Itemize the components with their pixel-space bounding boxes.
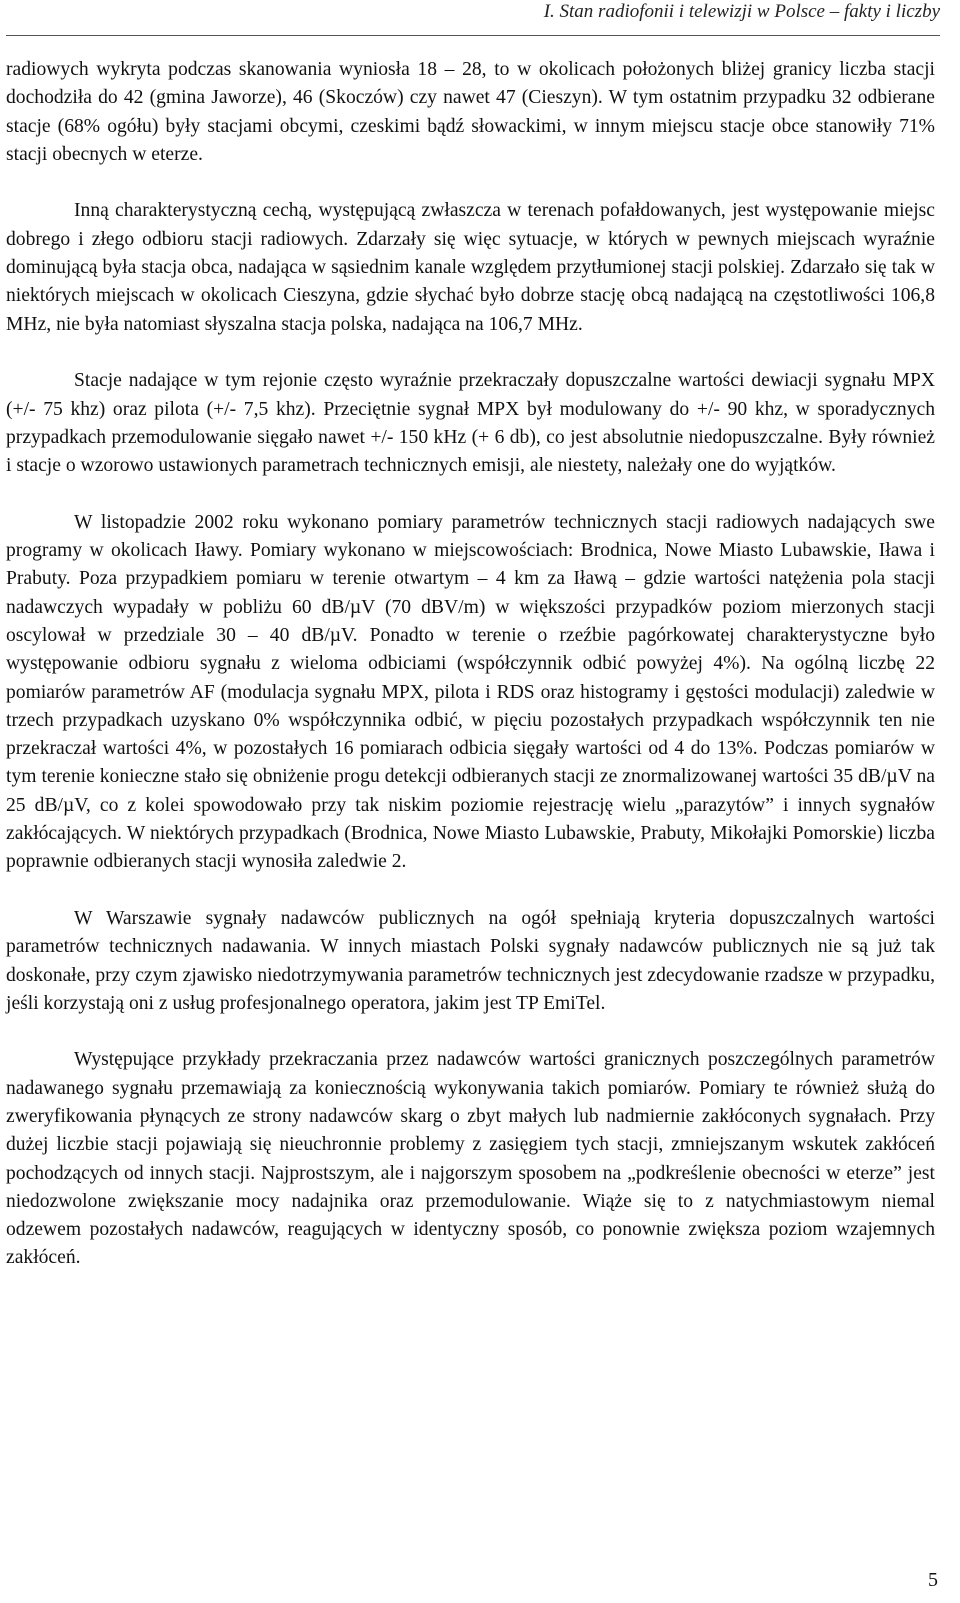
paragraph: Inną charakterystyczną cechą, występującą zwłaszcza w terenach pofałdowanych, jest występowanie miejsc dobrego i złego odbioru stacji radiowych. Zdarzały się więc sytuacje, w których w pewnych miejscach wyraźnie dominującą była stacja obca, nadająca w sąsiednim kanale względem przytłumionej stacji polskiej. Zdarzało się tak w niektórych miejscach w okolicach Cieszyna, gdzie słychać było dobrze stację obcą nadającą na częstotliwości 106,8 MHz, nie była natomiast słyszalna stacja polska, nadająca na 106,7 MHz. — [6, 200, 935, 335]
page-number: 5 — [928, 1569, 938, 1591]
paragraph: W Warszawie sygnały nadawców publicznych na ogół spełniają kryteria dopuszczalnych wartości parametrów technicznych nadawania. W innych miastach Polski sygnały nadawców publicznych nie są już tak doskonałe, przy czym zjawisko niedotrzymywania parametrów technicznych jest zdecydowanie rzadsze w przypadku, jeśli korzystają oni z usług profesjonalnego operatora, jakim jest TP EmiTel. — [6, 907, 935, 1014]
paragraph: Stacje nadające w tym rejonie często wyraźnie przekraczały dopuszczalne wartości dewiacji sygnału MPX (+/- 75 khz) oraz pilota (+/- 7,5 khz). Przeciętnie sygnał MPX był modulowany do +/- 90 khz, w sporadycznych przypadkach przemodulowanie sięgało nawet +/- 150 kHz (+ 6 db), co jest absolutnie niedopuszczalne. Były również i stacje o wzorowo ustawionych parametrach technicznych emisji, ale niestety, należały one do wyjątków. — [6, 370, 935, 477]
running-header: I. Stan radiofonii i telewizji w Polsce – fakty i liczby — [543, 1, 940, 22]
body-text — [6, 56, 935, 1273]
paragraph: W listopadzie 2002 roku wykonano pomiary parametrów technicznych stacji radiowych nadających swe programy w okolicach Iławy. Pomiary wykonano w miejscowościach: Brodnica, Nowe Miasto Lubawskie, Iława i Prabuty. Poza przypadkiem pomiaru w terenie otwartym – 4 km za Iławą – gdzie wartości natężenia pola stacji nadawczych wypadały w pobliżu 60 dB/µV (70 dBV/m) w większości przypadków poziom mierzonych stacji oscylował w przedziale 30 – 40 dB/µV. Ponadto w terenie o rzeźbie pagórkowatej charakterystyczne było występowanie odbioru sygnału z wieloma odbiciami (współczynnik odbić powyżej 4%). Na ogólną liczbę 22 pomiarów parametrów AF (modulacja sygnału MPX, pilota i RDS oraz histogramy i gęstości modulacji) zaledwie w trzech przypadkach uzyskano 0% współczynnika odbić, w pięciu pozostałych przypadkach współczynnik ten nie przekraczał wartości 4%, w pozostałych 16 pomiarach odbicia sięgały wartości od 4 do 13%. Podczas pomiarów w tym terenie konieczne stało się obniżenie progu detekcji odbieranych stacji ze znormalizowanej wartości 35 dB/µV na 25 dB/µV, co z kolei spowodowało przy tak niskim poziomie rejestrację wielu „parazytów” i innych sygnałów zakłócających. W niektórych przypadkach (Brodnica, Nowe Miasto Lubawskie, Prabuty, Mikołajki Pomorskie) liczba poprawnie odbieranych stacji wynosiła zaledwie 2. — [6, 511, 935, 873]
paragraph: Występujące przykłady przekraczania przez nadawców wartości granicznych poszczególnych parametrów nadawanego sygnału przemawiają za koniecznością wykonywania takich pomiarów. Pomiary te również służą do zweryfikowania płynących ze strony nadawców skarg o zbyt małych lub nadmiernie zakłóconych sygnałach. Przy dużej liczbie stacji pojawiają się nieuchronnie problemy z zasięgiem tych stacji, zmniejszanym wskutek zakłóceń pochodzących od innych stacji. Najprostszym, ale i najgorszym sposobem na „podkreślenie obecności w eterze” jest niedozwolone zwiększanie mocy nadajnika oraz przemodulowanie. Wiąże się to z natychmiastowym niemal odzewem pozostałych nadawców, reagujących w identyczny sposób, co ponownie zwiększa poziom wzajemnych zakłóceń. — [6, 1049, 935, 1269]
header-rule — [6, 35, 940, 36]
paragraph-continuation: radiowych wykryta podczas skanowania wyniosła 18 – 28, to w okolicach położonych bliżej granicy liczba stacji dochodziła do 42 (gmina Jaworze), 46 (Skoczów) czy nawet 47 (Cieszyn). W tym ostatnim przypadku 32 odbierane stacje (68% ogółu) były stacjami obcymi, czeskimi bądź słowackimi, w innym miejscu stacje obce stanowiły 71% stacji obecnych w eterze. — [6, 59, 935, 165]
